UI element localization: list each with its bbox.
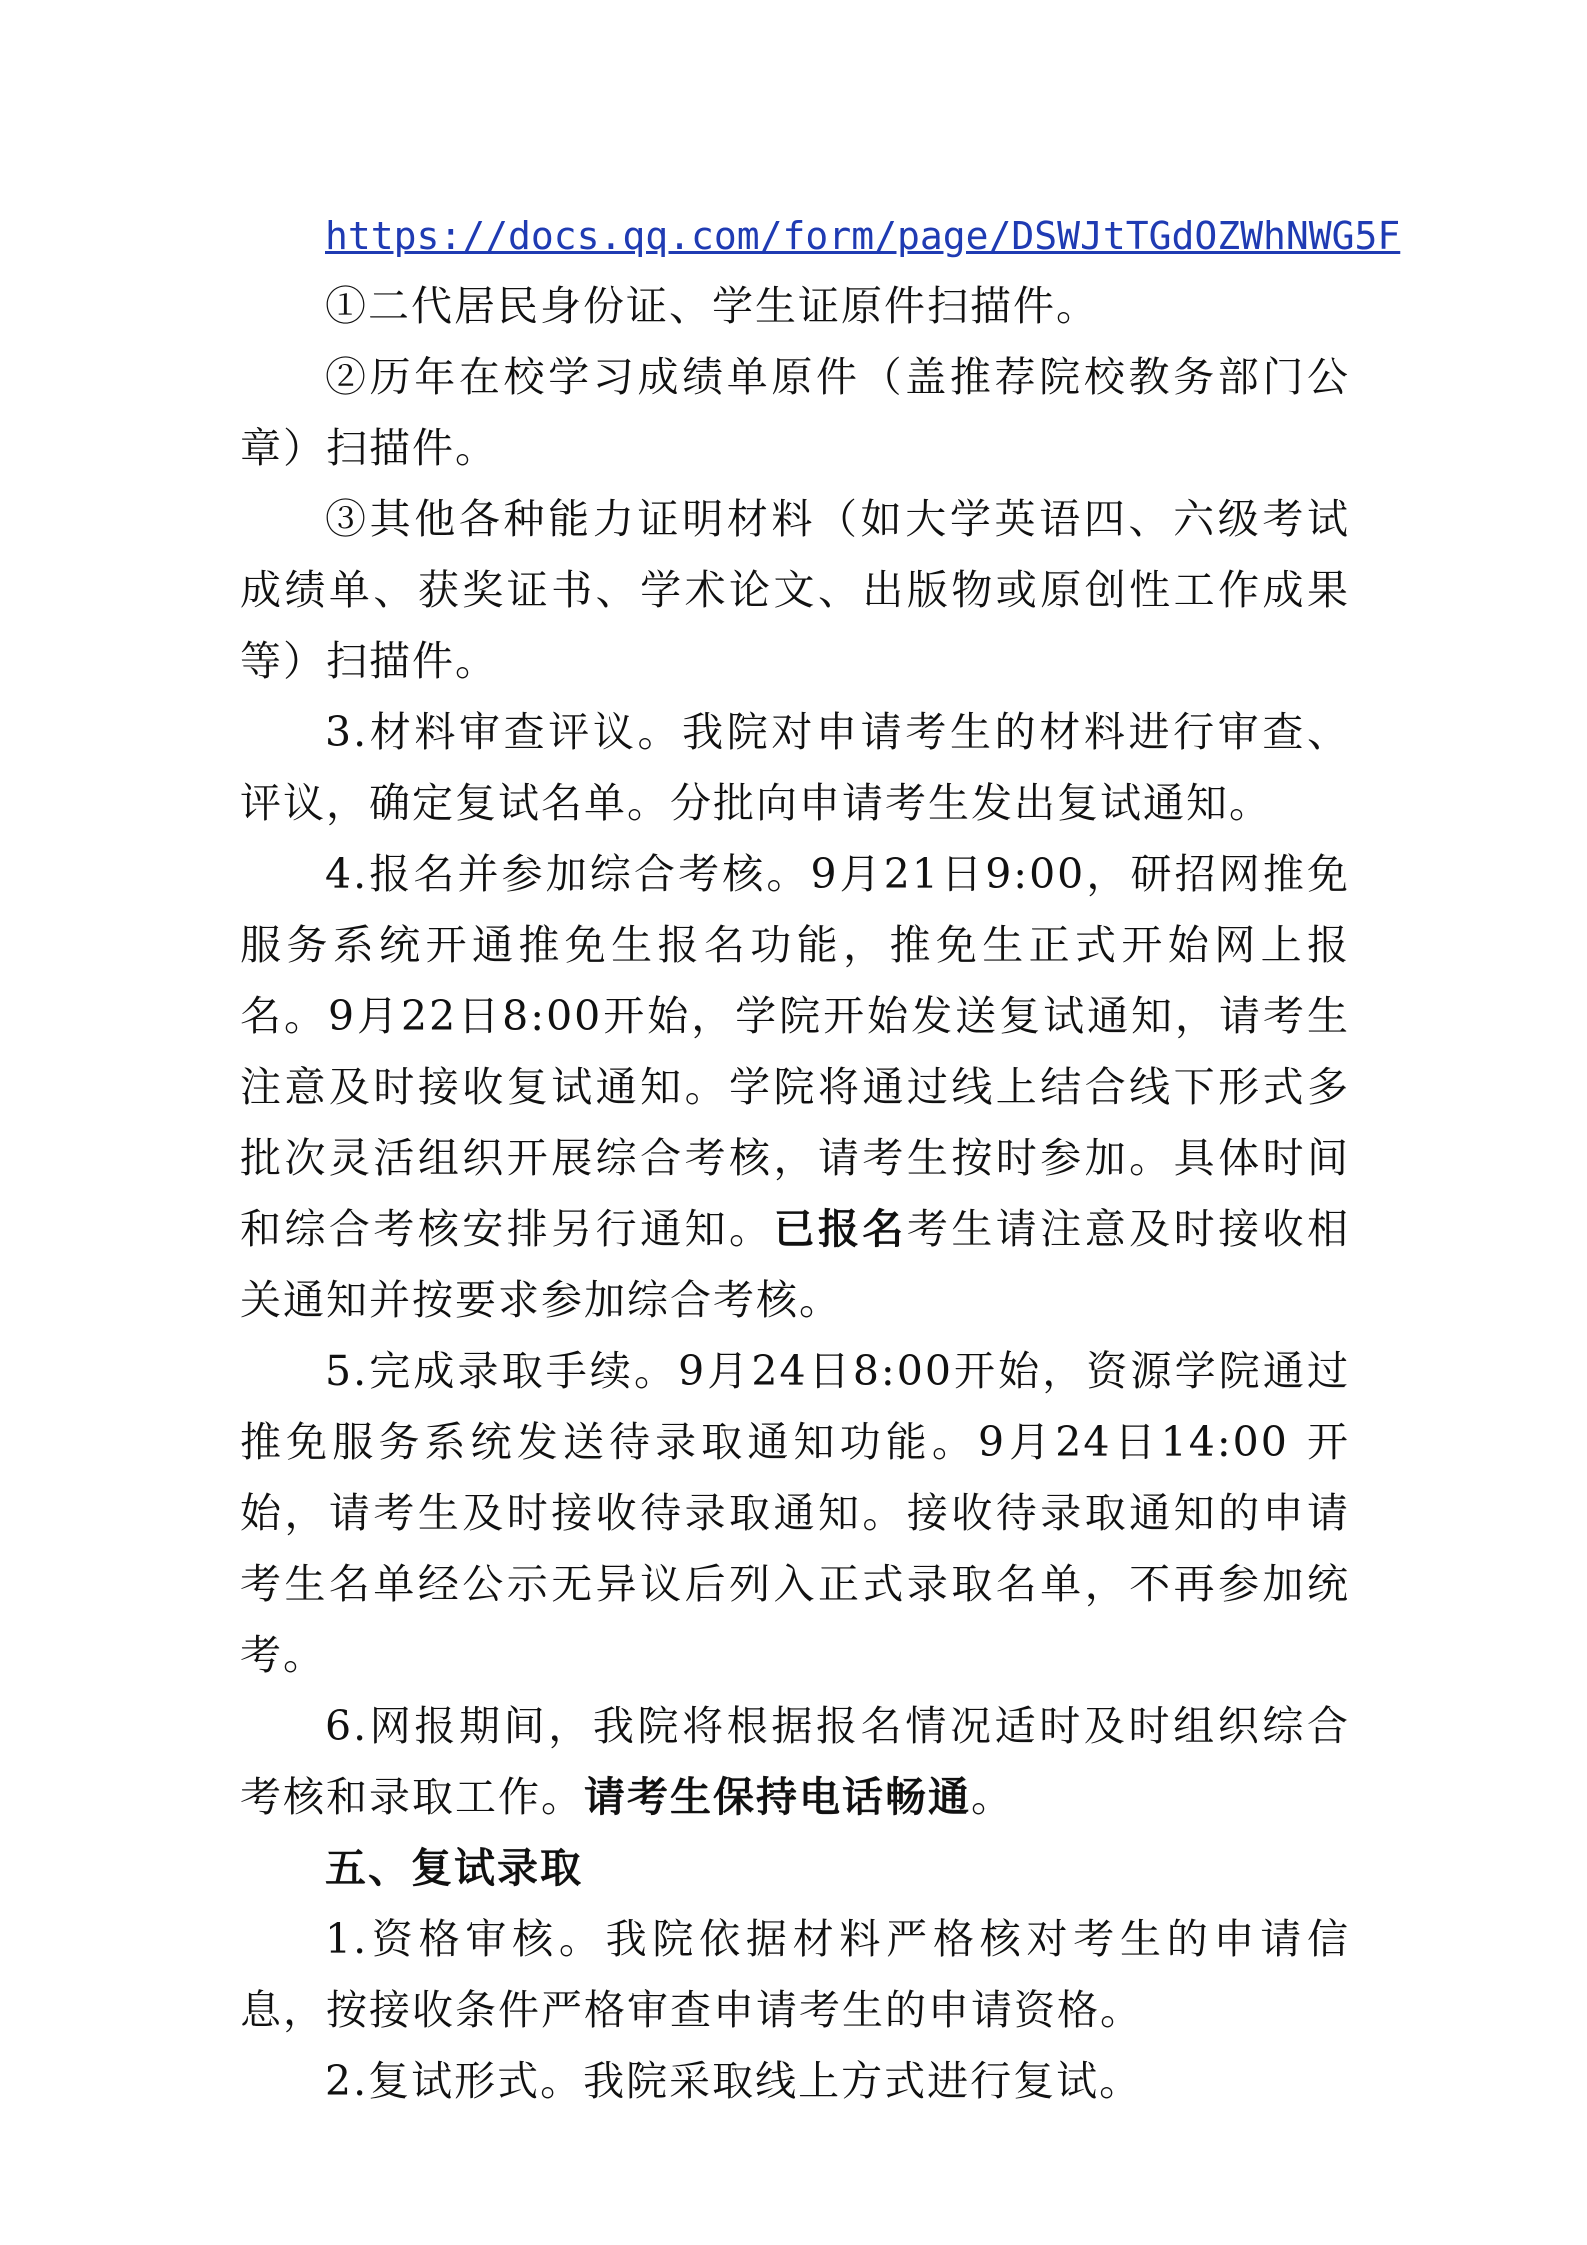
- registration-text-end: 考生请注意及时接收相关通知并按要求参加综合考核。: [240, 1205, 1350, 1324]
- paragraph-ability-proof: ③其他各种能力证明材料（如大学英语四、六级考试成绩单、获奖证书、学术论文、出版物或原创性工作成果等）扫描件。: [240, 495, 1350, 685]
- form-link[interactable]: https://docs.qq.com/form/page/DSWJtTGdOZWhNWG5F: [325, 214, 1401, 258]
- registration-text: 4.报名并参加综合考核。9月21日9:00，研招网推免服务系统开通推免生报名功能，推免生正式开始网上报名。9月22日8:00开始，学院开始发送复试通知，请考生注意及时接收复试通知。学院将通过线上结合线下形式多批次灵活组织开展综合考核，请考生按时参加。具体时间和综合考核安排另行通知。: [240, 850, 1350, 1253]
- document-body: [240, 200, 1401, 2117]
- paragraph-registration: [240, 839, 1350, 1336]
- online-period-text: 6.网报期间，我院将根据报名情况适时及时组织综合考核和录取工作。: [240, 1702, 1350, 1821]
- paragraph-transcript: ②历年在校学习成绩单原件（盖推荐院校教务部门公章）扫描件。: [240, 353, 1350, 472]
- phone-notice-emphasis: 请考生保持电话畅通: [584, 1773, 971, 1821]
- paragraph-admission-procedure: 5.完成录取手续。9月24日8:00开始，资源学院通过推免服务系统发送待录取通知功能。9月24日14:00 开始，请考生及时接收待录取通知。接收待录取通知的申请考生名单经公示无异议后列入正式录取名单，不再参加统考。: [240, 1347, 1350, 1679]
- paragraph-online-period: [240, 1691, 1350, 1833]
- section-heading-retest: 五、复试录取: [325, 1844, 583, 1892]
- paragraph-qualification-review: 1.资格审核。我院依据材料严格核对考生的申请信息，按接收条件严格审查申请考生的申请资格。: [240, 1915, 1350, 2034]
- registered-emphasis: 已报名: [773, 1205, 907, 1253]
- paragraph-material-review: 3.材料审查评议。我院对申请考生的材料进行审查、评议，确定复试名单。分批向申请考生发出复试通知。: [240, 708, 1350, 827]
- online-period-text-end: 。: [971, 1773, 1014, 1821]
- paragraph-retest-format: 2.复试形式。我院采取线上方式进行复试。: [325, 2057, 1143, 2105]
- form-link-line: [240, 200, 1401, 271]
- paragraph-id-card: ①二代居民身份证、学生证原件扫描件。: [325, 282, 1099, 330]
